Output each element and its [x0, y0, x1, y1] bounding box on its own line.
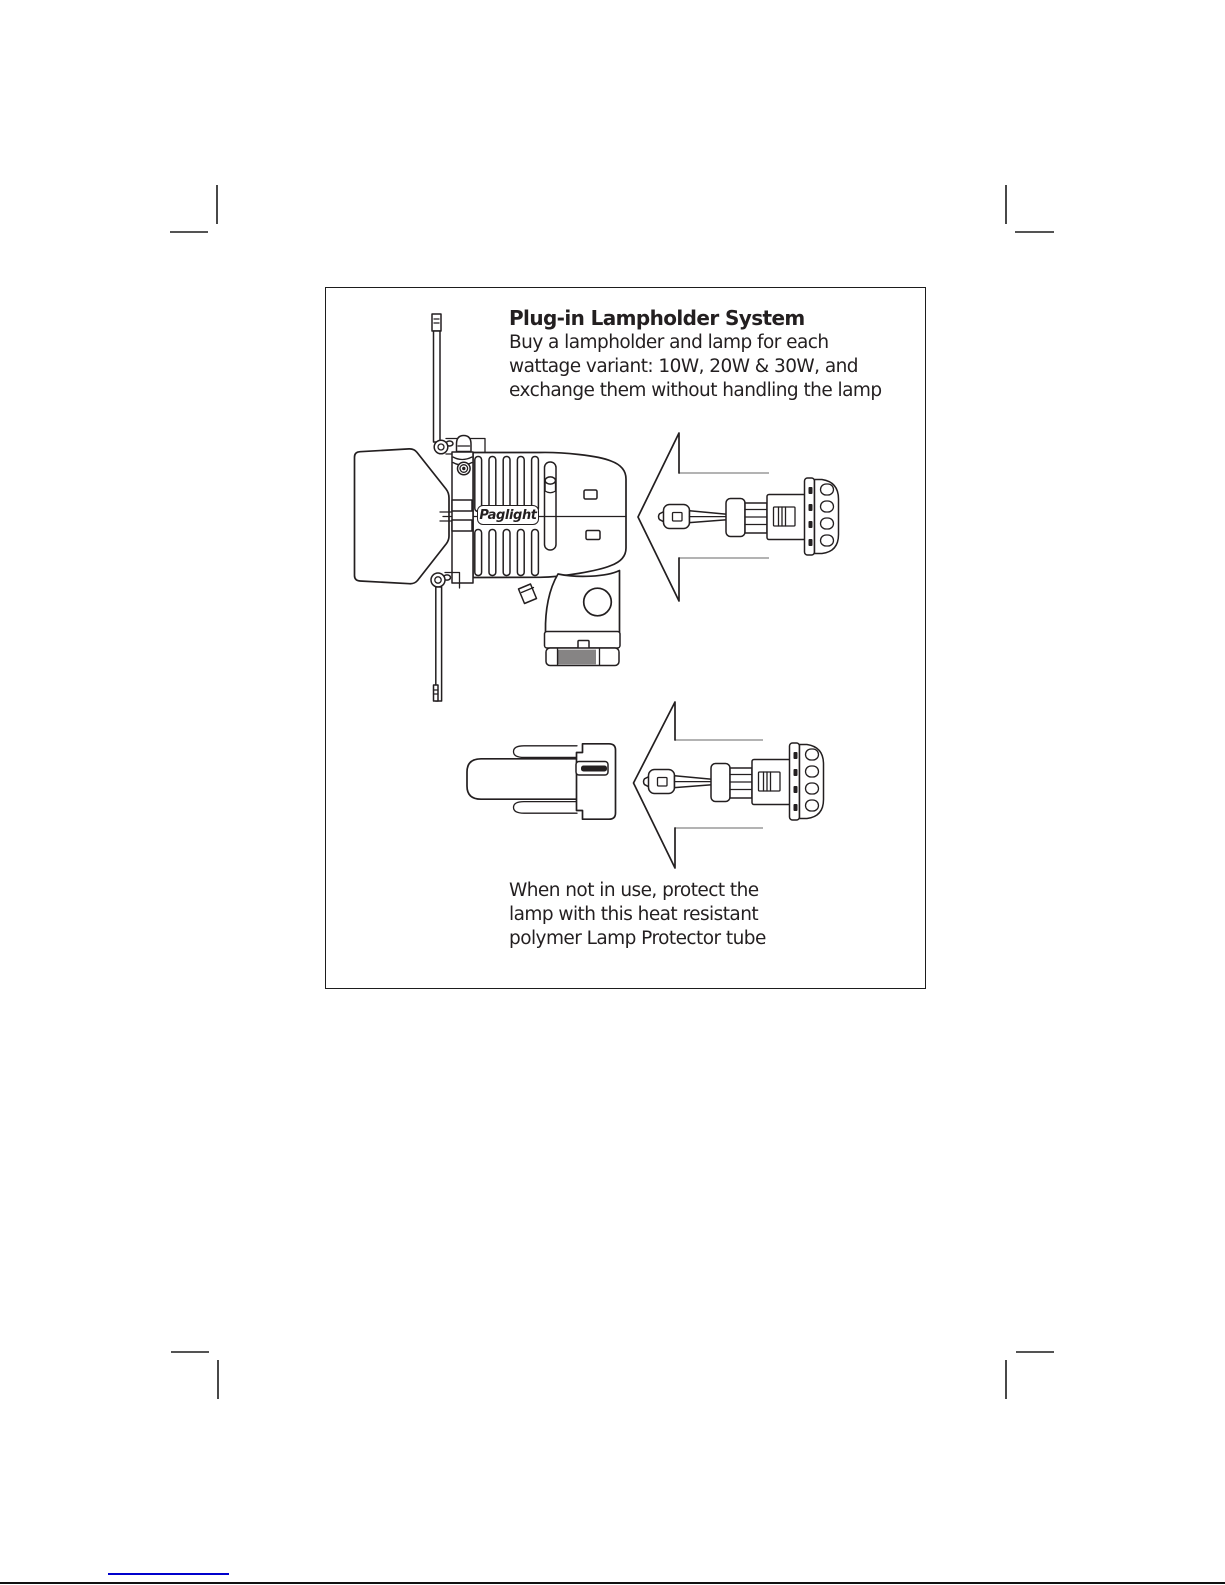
page-bottom-rule	[0, 1582, 1225, 1584]
caption-line: When not in use, protect the	[509, 880, 759, 901]
description-line: Buy a lampholder and lamp for each	[509, 332, 829, 353]
figure-description	[509, 305, 882, 403]
footer-link-underline	[108, 1573, 229, 1575]
description-line: exchange them without handling the lamp	[509, 380, 882, 401]
lamp-brand-label: Paglight	[477, 505, 539, 525]
caption-line: lamp with this heat resistant	[509, 904, 759, 925]
figure-caption	[509, 879, 766, 951]
figure-title: Plug-in Lampholder System	[509, 306, 805, 330]
caption-line: polymer Lamp Protector tube	[509, 928, 766, 949]
description-line: wattage variant: 10W, 20W & 30W, and	[509, 356, 858, 377]
